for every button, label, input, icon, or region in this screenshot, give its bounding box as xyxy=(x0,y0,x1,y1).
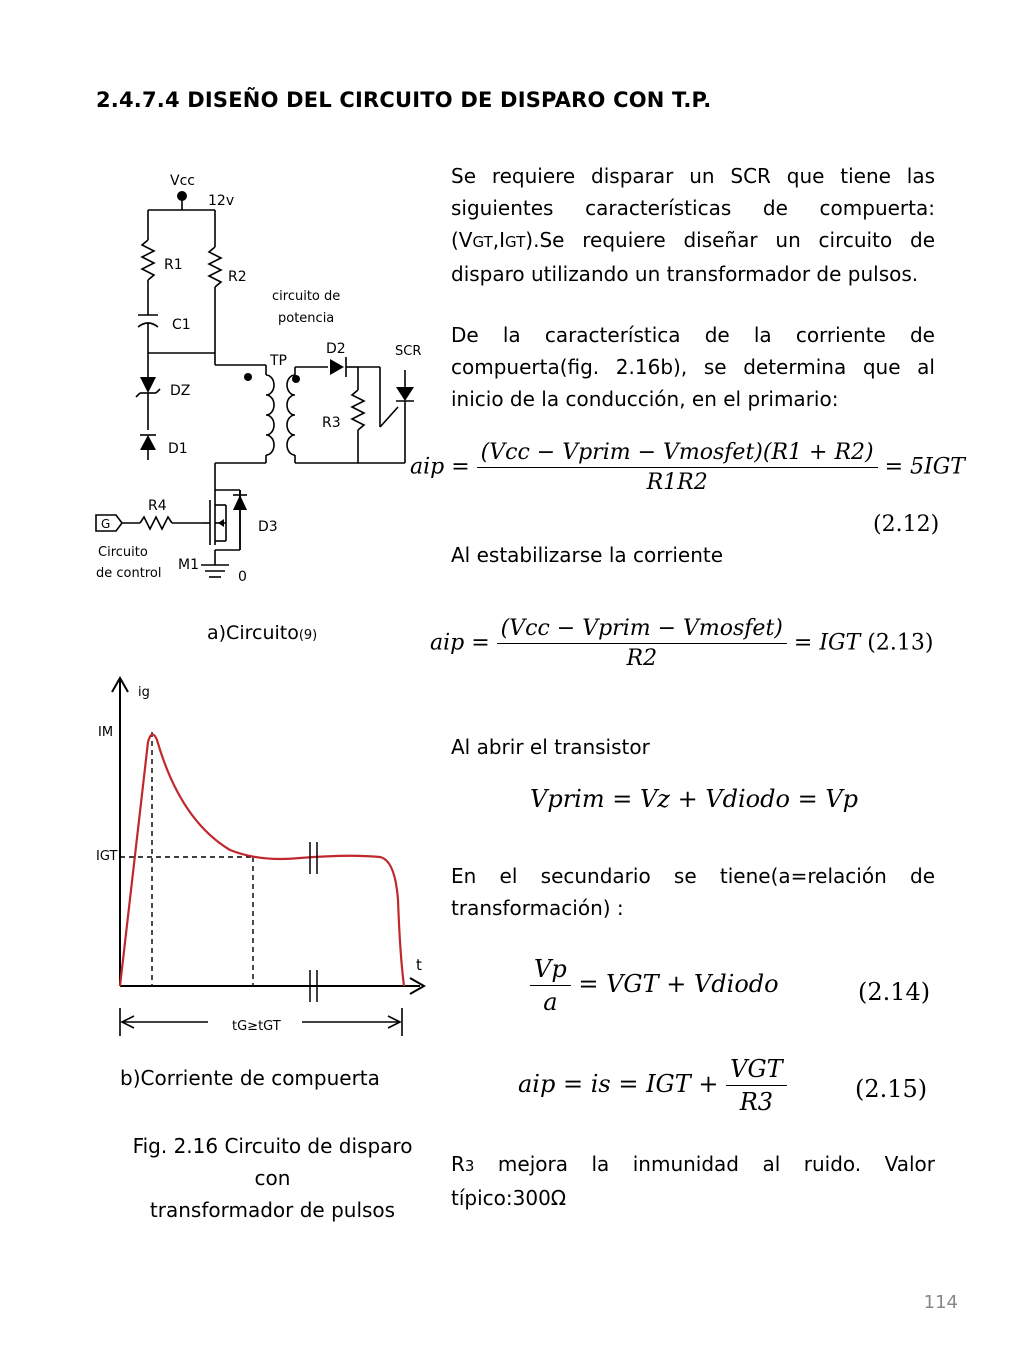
equation-2-14-tag: (2.14) xyxy=(858,978,931,1006)
igt-label: IGT xyxy=(96,849,118,864)
control-circuit-label-2: de control xyxy=(96,566,162,581)
ig-axis-label: ig xyxy=(138,685,150,700)
im-label: IM xyxy=(98,725,114,740)
equation-2-12-tag: (2.12) xyxy=(873,512,940,537)
graph-caption: b)Corriente de compuerta xyxy=(120,1066,380,1090)
secondary-paragraph: En el secundario se tiene(a=relación de transformación) : xyxy=(451,864,935,920)
d3-label: D3 xyxy=(258,519,278,535)
gate-current-curve xyxy=(120,734,404,986)
equation-2-15-tag: (2.15) xyxy=(855,1075,928,1103)
equation-2-15: aip = is = IGT + $\frac{\text{VGT}}{R3}$ xyxy=(518,1055,787,1116)
trigger-circuit-diagram xyxy=(90,165,440,595)
gate-current-graph xyxy=(90,670,440,1045)
intro-paragraph: Se requiere disparar un SCR que tiene las siguientes características de compuerta: (VGT,IGT).Se requiere diseñar un circuito de disparo utilizando un transformador de pulsos. xyxy=(451,164,935,286)
r1-label: R1 xyxy=(164,257,183,273)
r3-label: R3 xyxy=(322,415,341,431)
circuit-caption: a)Circuito(9) xyxy=(207,622,318,644)
characteristic-paragraph: De la característica de la corriente de compuerta(fig. 2.16b), se determina que al inicio de la conducción, en el primario: xyxy=(451,323,935,411)
equation-2-14: $\frac{Vp}{a}$ = VGT + Vdiodo xyxy=(530,955,779,1016)
tg-label: tG≥tGT xyxy=(232,1019,281,1034)
figure-caption-line-1: Fig. 2.16 Circuito de disparo xyxy=(132,1134,413,1158)
dz-label: DZ xyxy=(170,383,191,399)
d1-label: D1 xyxy=(168,441,188,457)
figure-caption xyxy=(100,1130,445,1226)
vcc-label: Vcc xyxy=(170,173,195,189)
r2-label: R2 xyxy=(228,269,247,285)
power-circuit-label-2: potencia xyxy=(278,311,335,326)
c1-label: C1 xyxy=(172,317,191,333)
stabilize-text: Al estabilizarse la corriente xyxy=(451,543,724,567)
section-heading: 2.4.7.4 DISEÑO DEL CIRCUITO DE DISPARO CON T.P. xyxy=(96,88,712,112)
equation-vprim: Vprim = Vz + Vdiodo = Vp xyxy=(530,785,859,813)
ground-label: 0 xyxy=(238,569,247,585)
equation-2-13: aip = $\frac{\text{(Vcc − Vprim − Vmosfet)}}{R2}$ = IGT (2.13) xyxy=(430,616,934,671)
open-transistor-text: Al abrir el transistor xyxy=(451,735,650,759)
page-number: 114 xyxy=(923,1292,958,1313)
m1-label: M1 xyxy=(178,557,199,573)
control-circuit-label-1: Circuito xyxy=(98,545,148,560)
figure-caption-line-3: transformador de pulsos xyxy=(149,1198,396,1222)
r3-note: R3 mejora la inmunidad al ruido. Valor típico:300Ω xyxy=(451,1152,935,1210)
scr-label: SCR xyxy=(395,344,422,359)
r4-label: R4 xyxy=(148,498,167,514)
figure-caption-line-2: con xyxy=(254,1166,291,1190)
power-circuit-label-1: circuito de xyxy=(272,289,341,304)
d2-label: D2 xyxy=(326,341,346,357)
t-axis-label: t xyxy=(416,956,422,974)
tp-label: TP xyxy=(270,353,287,369)
equation-2-12: aip = $\frac{\text{(Vcc − Vprim − Vmosfet)(R1 + R2)}}{R1R2}$ = 5IGT xyxy=(410,440,965,495)
supply-label: 12v xyxy=(208,193,235,209)
gate-terminal-label: G xyxy=(101,517,111,531)
